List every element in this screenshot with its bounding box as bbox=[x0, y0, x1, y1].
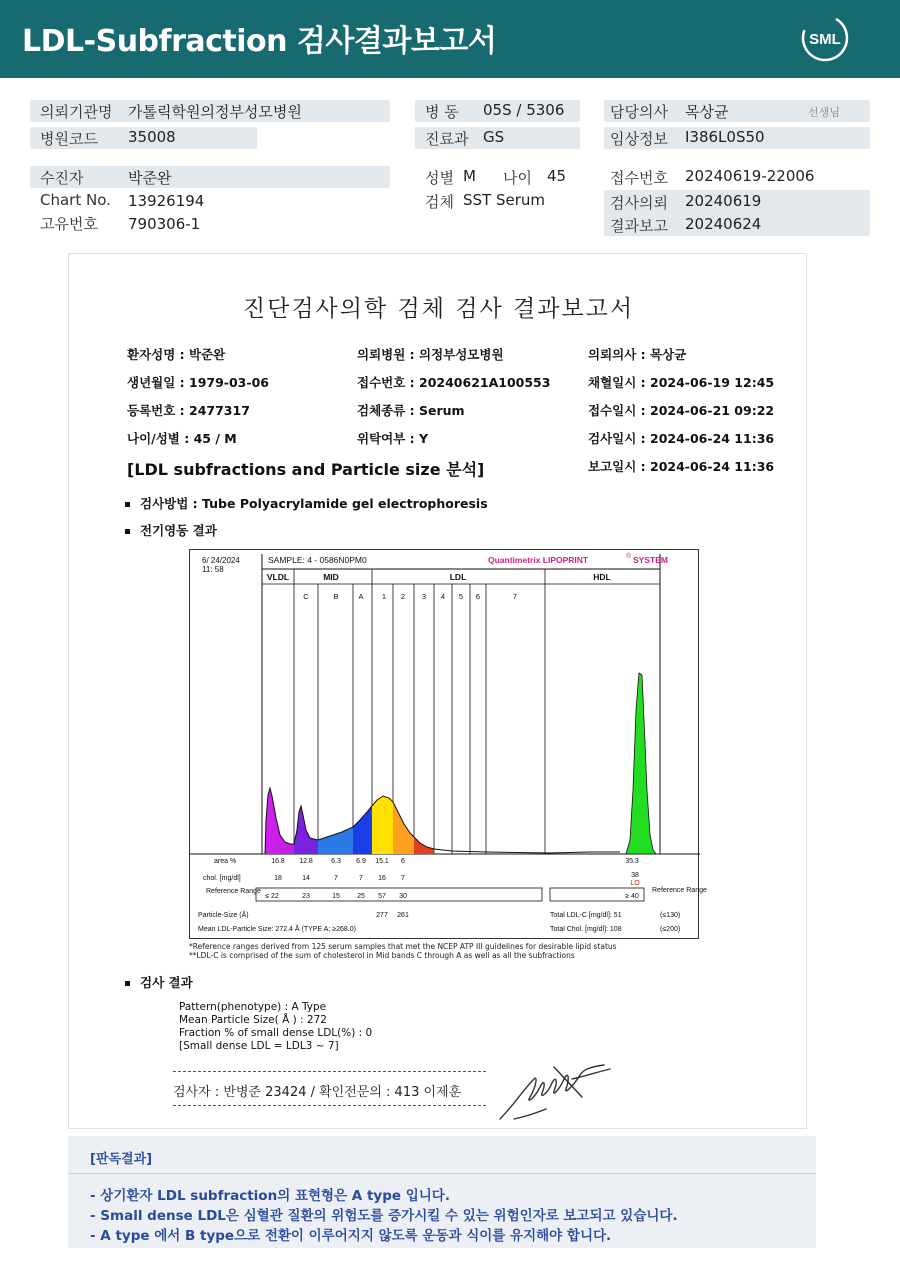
sex-value: M bbox=[463, 167, 476, 185]
ward-label: 병 동 bbox=[425, 103, 459, 121]
sml-logo bbox=[800, 13, 850, 63]
trace-mid-b bbox=[318, 827, 353, 854]
footnote-1: *Reference ranges derived from 125 serum samples that met the NCEP ATP III guidelines for desirable lipid status bbox=[189, 942, 617, 951]
cell-ref-a: 25 bbox=[357, 893, 365, 900]
cell-area-b: 6.3 bbox=[331, 858, 341, 865]
registered-mark: ® bbox=[626, 553, 632, 560]
band-c: C bbox=[303, 592, 309, 601]
cell-chol-1: 16 bbox=[378, 875, 386, 882]
age-label: 나이 bbox=[503, 169, 532, 187]
trace-ldl-1 bbox=[372, 796, 393, 854]
report-document bbox=[68, 253, 807, 1129]
request-label: 검사의뢰 bbox=[610, 194, 668, 212]
patient-bar bbox=[30, 166, 390, 188]
field-specimen-type: 검체종류 : Serum bbox=[357, 403, 465, 418]
group-ldl: LDL bbox=[449, 572, 467, 582]
band-a: A bbox=[358, 592, 364, 601]
signer-line: 검사자 : 반병준 23424 / 확인전문의 : 413 이제훈 bbox=[173, 1085, 462, 1100]
electro-heading: 전기영동 결과 bbox=[140, 523, 217, 538]
cell-ref-b: 15 bbox=[332, 893, 340, 900]
field-test-time: 검사일시 : 2024-06-24 11:36 bbox=[588, 431, 775, 446]
verdict-divider bbox=[68, 1173, 816, 1174]
institution-value: 가톨릭학원의정부성모병원 bbox=[128, 103, 302, 121]
page-title: LDL-Subfraction 검사결과보고서 bbox=[22, 24, 497, 59]
dept-value: GS bbox=[483, 128, 505, 146]
electrophoresis-svg bbox=[190, 550, 707, 940]
result-fraction: Fraction % of small dense LDL(%) : 0 bbox=[179, 1027, 373, 1039]
row-label-mean: Mean LDL-Particle Size: 272.4 Å (TYPE A; ≥268.0) bbox=[198, 926, 356, 933]
result-sdldl-def: [Small dense LDL = LDL3 ~ 7] bbox=[179, 1040, 339, 1052]
unique-no-value: 790306-1 bbox=[128, 215, 201, 233]
unique-no-label: 고유번호 bbox=[40, 215, 98, 233]
trace-ldl-2 bbox=[393, 802, 414, 854]
band-5: 5 bbox=[458, 592, 464, 601]
field-reg-no: 등록번호 : 2477317 bbox=[127, 403, 250, 418]
cell-ref-hdl: ≥ 40 bbox=[625, 893, 639, 900]
cell-chol-hdl: 38 bbox=[631, 872, 639, 879]
total-chol-ref: (≤200) bbox=[660, 926, 681, 933]
sex-label: 성별 bbox=[425, 169, 454, 187]
dept-label: 진료과 bbox=[425, 130, 469, 148]
field-receipt-no: 접수번호 : 20240621A100553 bbox=[357, 375, 551, 390]
chart-no-value: 13926194 bbox=[128, 192, 205, 210]
field-collection-time: 채혈일시 : 2024-06-19 12:45 bbox=[588, 375, 775, 390]
specimen-label: 검체 bbox=[425, 193, 454, 211]
chart-system-suffix: SYSTEM bbox=[633, 555, 668, 565]
field-patient-name: 환자성명 : 박준완 bbox=[127, 347, 226, 362]
band-7: 7 bbox=[512, 592, 518, 601]
band-1: 1 bbox=[381, 592, 387, 601]
request-value: 20240619 bbox=[685, 192, 762, 210]
chart-time: 11: 58 bbox=[202, 565, 224, 574]
cell-size-2: 261 bbox=[397, 912, 409, 919]
footnote-2: **LDL-C is comprised of the sum of cholesterol in Mid bands C through A as well as all the subfractions bbox=[189, 951, 575, 960]
total-chol-label: Total Chol. [mg/dl]: 108 bbox=[550, 926, 622, 933]
cell-ref-vldl: ≤ 22 bbox=[265, 893, 279, 900]
chart-sample: SAMPLE: 4 - 0586N0PM0 bbox=[268, 555, 367, 565]
band-2: 2 bbox=[400, 592, 406, 601]
cell-area-c: 12.8 bbox=[299, 858, 313, 865]
age-value: 45 bbox=[547, 167, 567, 185]
clinical-value: I386L0S50 bbox=[685, 128, 765, 146]
cell-lo-flag: LO bbox=[630, 880, 640, 887]
band-6: 6 bbox=[475, 592, 481, 601]
cell-chol-a: 7 bbox=[359, 875, 363, 882]
electro-bullet bbox=[125, 521, 217, 539]
row-label-area: area % bbox=[214, 858, 237, 865]
field-age-sex: 나이/성별 : 45 / M bbox=[127, 431, 237, 446]
row-label-chol: chol. [mg/dl] bbox=[203, 875, 241, 882]
verdict-line-3: - A type 에서 B type으로 전환이 이루어지지 않도록 운동과 식이를 유지해야 합니다. bbox=[90, 1228, 612, 1244]
cell-area-hdl: 35.3 bbox=[625, 858, 639, 865]
trace-mid-a bbox=[353, 806, 372, 854]
verdict-line-1: - 상기환자 LDL subfraction의 표현형은 A type 입니다. bbox=[90, 1188, 450, 1204]
cell-chol-2: 7 bbox=[401, 875, 405, 882]
row-label-size: Particle-Size (Å) bbox=[198, 912, 249, 919]
trace-hdl bbox=[626, 673, 656, 854]
result-heading: 검사 결과 bbox=[140, 975, 193, 990]
field-consignment: 위탁여부 : Y bbox=[357, 431, 429, 446]
cell-area-a: 6.9 bbox=[356, 858, 366, 865]
verdict-heading: [판독결과] bbox=[90, 1152, 153, 1167]
patient-label: 수진자 bbox=[40, 169, 84, 187]
field-hospital: 의뢰병원 : 의정부성모병원 bbox=[357, 347, 504, 362]
total-ldl-ref: (≤130) bbox=[660, 912, 681, 919]
report-value: 20240624 bbox=[685, 215, 762, 233]
sign-dash-bottom bbox=[173, 1105, 486, 1106]
cell-chol-b: 7 bbox=[334, 875, 338, 882]
doctor-label: 담당의사 bbox=[610, 103, 668, 121]
sign-dash-top bbox=[173, 1071, 486, 1072]
hospital-code-label: 병원코드 bbox=[40, 130, 98, 148]
band-3: 3 bbox=[421, 592, 427, 601]
cell-area-2: 6 bbox=[401, 858, 405, 865]
row-label-ref: Reference Range bbox=[206, 888, 261, 895]
total-ldl-label: Total LDL-C [mg/dl]: 51 bbox=[550, 912, 622, 919]
chart-no-label: Chart No. bbox=[40, 191, 111, 209]
report-label: 결과보고 bbox=[610, 217, 668, 235]
cell-ref-c: 23 bbox=[302, 893, 310, 900]
verdict-line-2: - Small dense LDL은 심혈관 질환의 위험도를 증가시킬 수 있는 위험인자로 보고되고 있습니다. bbox=[90, 1208, 678, 1224]
field-birthdate: 생년월일 : 1979-03-06 bbox=[127, 375, 269, 390]
report-title: 진단검사의학 검체 검사 결과보고서 bbox=[242, 296, 635, 322]
band-4: 4 bbox=[440, 592, 446, 601]
method-text: 검사방법 : Tube Polyacrylamide gel electrophoresis bbox=[140, 496, 488, 511]
chart-system: Quantimetrix LIPOPRINT bbox=[488, 555, 589, 565]
method-bullet bbox=[125, 494, 488, 512]
doctor-suffix: 선생님 bbox=[808, 106, 840, 119]
result-bullet bbox=[125, 973, 193, 991]
cell-area-vldl: 16.8 bbox=[271, 858, 285, 865]
report-subtitle: [LDL subfractions and Particle size 분석] bbox=[127, 460, 485, 479]
ref-label-right: Reference Range bbox=[652, 887, 707, 894]
group-hdl: HDL bbox=[593, 572, 611, 582]
specimen-value: SST Serum bbox=[463, 191, 546, 209]
result-mean-size: Mean Particle Size( Å ) : 272 bbox=[179, 1014, 327, 1026]
ward-value: 05S / 5306 bbox=[483, 101, 565, 119]
header-bar bbox=[0, 0, 900, 78]
cell-chol-c: 14 bbox=[302, 875, 310, 882]
institution-label: 의뢰기관명 bbox=[40, 103, 113, 121]
cell-chol-vldl: 18 bbox=[274, 875, 282, 882]
signature-image bbox=[494, 1057, 624, 1127]
field-receipt-time: 접수일시 : 2024-06-21 09:22 bbox=[588, 403, 775, 418]
doctor-value: 목상균 bbox=[685, 103, 729, 121]
cell-ref-1: 57 bbox=[378, 893, 386, 900]
result-pattern: Pattern(phenotype) : A Type bbox=[179, 1001, 327, 1013]
cell-ref-2: 30 bbox=[399, 893, 407, 900]
verdict-box bbox=[68, 1136, 816, 1248]
patient-value: 박준완 bbox=[128, 169, 172, 187]
data-table bbox=[198, 858, 707, 933]
electrophoresis-chart bbox=[189, 549, 707, 939]
field-report-time: 보고일시 : 2024-06-24 11:36 bbox=[588, 459, 775, 474]
field-doctor: 의뢰의사 : 목상균 bbox=[588, 347, 687, 362]
clinical-label: 임상정보 bbox=[610, 130, 668, 148]
logo-text: SML bbox=[809, 31, 841, 48]
chart-date: 6/ 24/2024 bbox=[202, 556, 240, 565]
receipt-value: 20240619-22006 bbox=[685, 167, 815, 185]
receipt-label: 접수번호 bbox=[610, 169, 668, 187]
band-lines bbox=[294, 569, 545, 854]
band-b: B bbox=[333, 592, 339, 601]
group-mid: MID bbox=[323, 572, 339, 582]
cell-size-1: 277 bbox=[376, 912, 388, 919]
group-vldl: VLDL bbox=[266, 572, 290, 582]
hospital-code-value: 35008 bbox=[128, 128, 176, 146]
cell-area-1: 15.1 bbox=[375, 858, 389, 865]
